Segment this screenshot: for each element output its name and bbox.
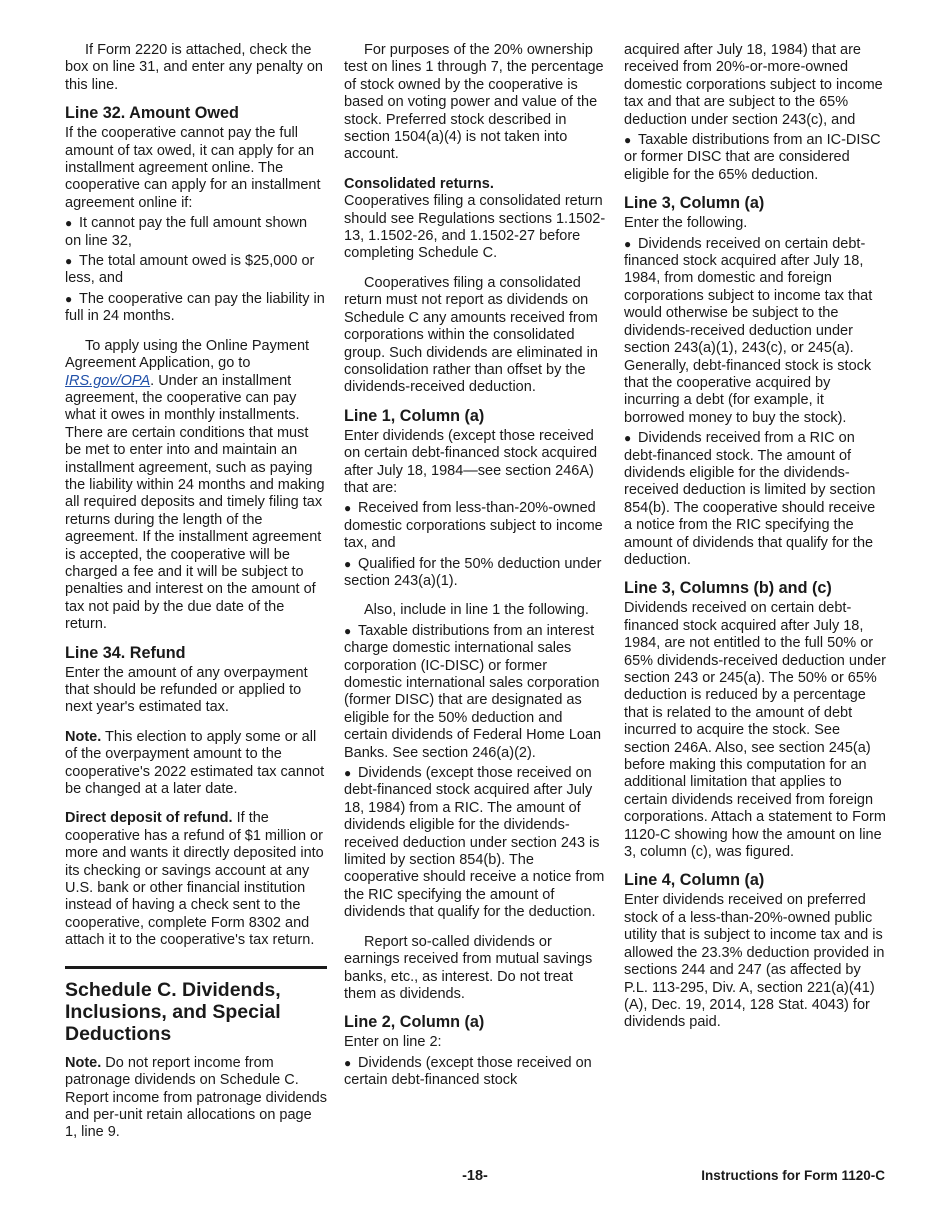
list-item: ● Taxable distributions from an IC-DISC or former DISC that are considered eligible for the 65% deduction. <box>624 132 881 183</box>
line-4-heading: Line 4, Column (a) <box>624 871 765 890</box>
list-item: ● The total amount owed is $25,000 or less, and <box>65 253 315 287</box>
section-divider <box>65 966 327 969</box>
list-item: ● The cooperative can pay the liability in full in 24 months. <box>65 290 325 325</box>
bullet-icon: ● <box>344 1055 352 1070</box>
column-1 <box>65 42 327 1142</box>
form-title: Instructions for Form 1120-C <box>701 1168 885 1183</box>
bullet-icon: ● <box>624 133 632 148</box>
line-3bc-paragraph: Dividends received on certain debt-financed stock acquired after July 18, 1984, are not entitled to the full 50% or 65% dividends-received deduction under section 243 or 245(a). The 50% or 65% deduction is reduced by a percentage that is related to the amount of debt incurred to acquire the stock. See section 246A. Also, see section 245(a) before making this computation for an additional limitation that applies to certain dividends received from foreign corporations. Attach a statement to Form 1120-C showing how the amount on line 3, column (c), was figured. <box>624 600 886 861</box>
bullet-icon: ● <box>344 501 352 516</box>
also-paragraph: Also, include in line 1 the following. <box>364 602 589 619</box>
note-paragraph: Note. This election to apply some or all of the overpayment amount to the cooperative's 2022 estimated tax cannot be changed at a later date. <box>65 728 325 798</box>
line-2-heading: Line 2, Column (a) <box>344 1013 485 1032</box>
bullet-icon: ● <box>344 556 352 571</box>
direct-deposit-paragraph: Direct deposit of refund. If the cooperative has a refund of $1 million or more and wants it directly deposited into its checking or savings account at any U.S. bank or other financial institution instead of having a check sent to the cooperative, complete Form 8302 and attach it to the cooperative's tax return. <box>65 810 324 949</box>
form-2220-paragraph: If Form 2220 is attached, check the box on line 31, and enter any penalty on this line. <box>65 42 323 93</box>
line-1-heading: Line 1, Column (a) <box>344 406 485 425</box>
line-4-paragraph: Enter dividends received on preferred stock of a less-than-20%-owned public utility that is subject to income tax and is allowed the 23.3% deduction provided in sections 244 and 247 (as affected by P.L. 113-295, Div. A, section 221(a)(41)(A), Dec. 19, 2014, 128 Stat. 4043) for dividends paid. <box>624 892 885 1031</box>
line-3a-paragraph: Enter the following. <box>624 215 748 232</box>
line-32-paragraph: If the cooperative cannot pay the full amount of tax owed, it can apply for an installment agreement online. The cooperative can apply for an installment agreement online if: <box>65 125 321 211</box>
column-2 <box>344 42 606 1090</box>
consolidated-paragraph-2: Cooperatives filing a consolidated return must not report as dividends on Schedule C any amounts received from corporations within the consolidated group. Such dividends are eliminated in consolidation rather than offset by the dividends-received deduction. <box>344 274 598 396</box>
consolidated-heading: Consolidated returns. <box>344 175 494 192</box>
list-item: ● Dividends (except those received on debt-financed stock acquired after July 18, 1984) from a RIC. The amount of dividends eligible for the dividends-received deduction under section 243 is limited by section 854(b). The cooperative should receive a notice from the RIC specifying the amount of dividends that qualify for the deduction. <box>344 765 605 921</box>
report-paragraph: Report so-called dividends or earnings received from mutual savings banks, etc., as interest. Do not treat them as dividends. <box>344 933 593 1002</box>
bullet-icon: ● <box>65 291 73 306</box>
list-item: ● Dividends received from a RIC on debt-financed stock. The amount of dividends eligible for the dividends-received deduction is limited by section 854(b). The cooperative should receive a notice from the RIC specifying the amount of dividends that qualify for the deduction. <box>624 430 876 568</box>
line-34-heading: Line 34. Refund <box>65 643 186 662</box>
consolidated-paragraph: Cooperatives filing a consolidated return should see Regulations sections 1.1502-13, 1.1502-26, and 1.1502-27 before completing Schedule C. <box>344 193 606 262</box>
list-item: ● Dividends (except those received on certain debt-financed stock <box>344 1054 592 1089</box>
list-item: ● It cannot pay the full amount shown on line 32, <box>65 215 308 249</box>
bullet-icon: ● <box>65 254 73 269</box>
line-1-paragraph: Enter dividends (except those received on certain debt-financed stock acquired after July 18, 1984—see section 246A) that are: <box>344 427 598 496</box>
list-item: ● Dividends received on certain debt-financed stock acquired after July 18, 1984, from domestic and foreign corporations subject to income tax that would otherwise be subject to the dividends-received deduction under section 243(a)(1), 243(c), or 245(a). Generally, debt-financed stock is stock that the cooperative acquired by incurring a debt (for example, it borrowed money to buy the stock). <box>624 235 873 426</box>
bullet-icon: ● <box>65 216 73 231</box>
line-32-heading: Line 32. Amount Owed <box>65 104 239 123</box>
schedule-c-heading: Schedule C. Dividends, Inclusions, and Special Deductions <box>65 978 281 1045</box>
ownership-paragraph: For purposes of the 20% ownership test on lines 1 through 7, the percentage of stock owned by the cooperative is based on voting power and value of the stock. Preferred stock described in section 1504(a)(4) is not taken into account. <box>344 42 604 163</box>
bullet-icon: ● <box>624 236 632 251</box>
column-3 <box>624 42 886 1032</box>
bullet-icon: ● <box>344 766 352 781</box>
bullet-icon: ● <box>624 431 632 446</box>
list-item: ● Qualified for the 50% deduction under section 243(a)(1). <box>344 555 602 589</box>
line-34-paragraph: Enter the amount of any overpayment that should be refunded or applied to next year's estimated tax. <box>65 664 308 716</box>
irs-opa-link[interactable]: IRS.gov/OPA <box>65 372 151 389</box>
line-2-paragraph: Enter on line 2: <box>344 1034 442 1051</box>
page-number: -18- <box>462 1168 488 1184</box>
schedule-c-note: Note. Do not report income from patronage dividends on Schedule C. Report income from patronage dividends and per-unit retain allocations on page 1, line 9. <box>65 1054 327 1141</box>
line-3bc-heading: Line 3, Columns (b) and (c) <box>624 579 832 598</box>
opa-paragraph: To apply using the Online Payment Agreement Application, go to IRS.gov/OPA. Under an installment agreement, the cooperative can pay what it owes in monthly installments. There are certain conditions that must be met to enter into and maintain an installment agreement, such as paying the liability within 24 months and making all required deposits and timely filing tax returns during the length of the agreement. If the installment agreement is accepted, the cooperative will be charged a fee and it will be subject to penalties and interest on the amount of tax not paid by the due date of the return. <box>65 337 325 633</box>
bullet-icon: ● <box>344 623 352 638</box>
list-item: ● Received from less-than-20%-owned domestic corporations subject to income tax, and <box>344 500 603 552</box>
continued-paragraph: acquired after July 18, 1984) that are received from 20%-or-more-owned domestic corporations subject to income tax and that are subject to the 65% deduction under section 243(c), and <box>624 42 883 128</box>
line-3a-heading: Line 3, Column (a) <box>624 194 765 213</box>
list-item: ● Taxable distributions from an interest charge domestic international sales corporation (IC-DISC) or former domestic international sales corporation (former DISC) that are designated as eligible for the 50% deduction and certain dividends of Federal Home Loan Banks. See section 246(a)(2). <box>344 622 602 761</box>
